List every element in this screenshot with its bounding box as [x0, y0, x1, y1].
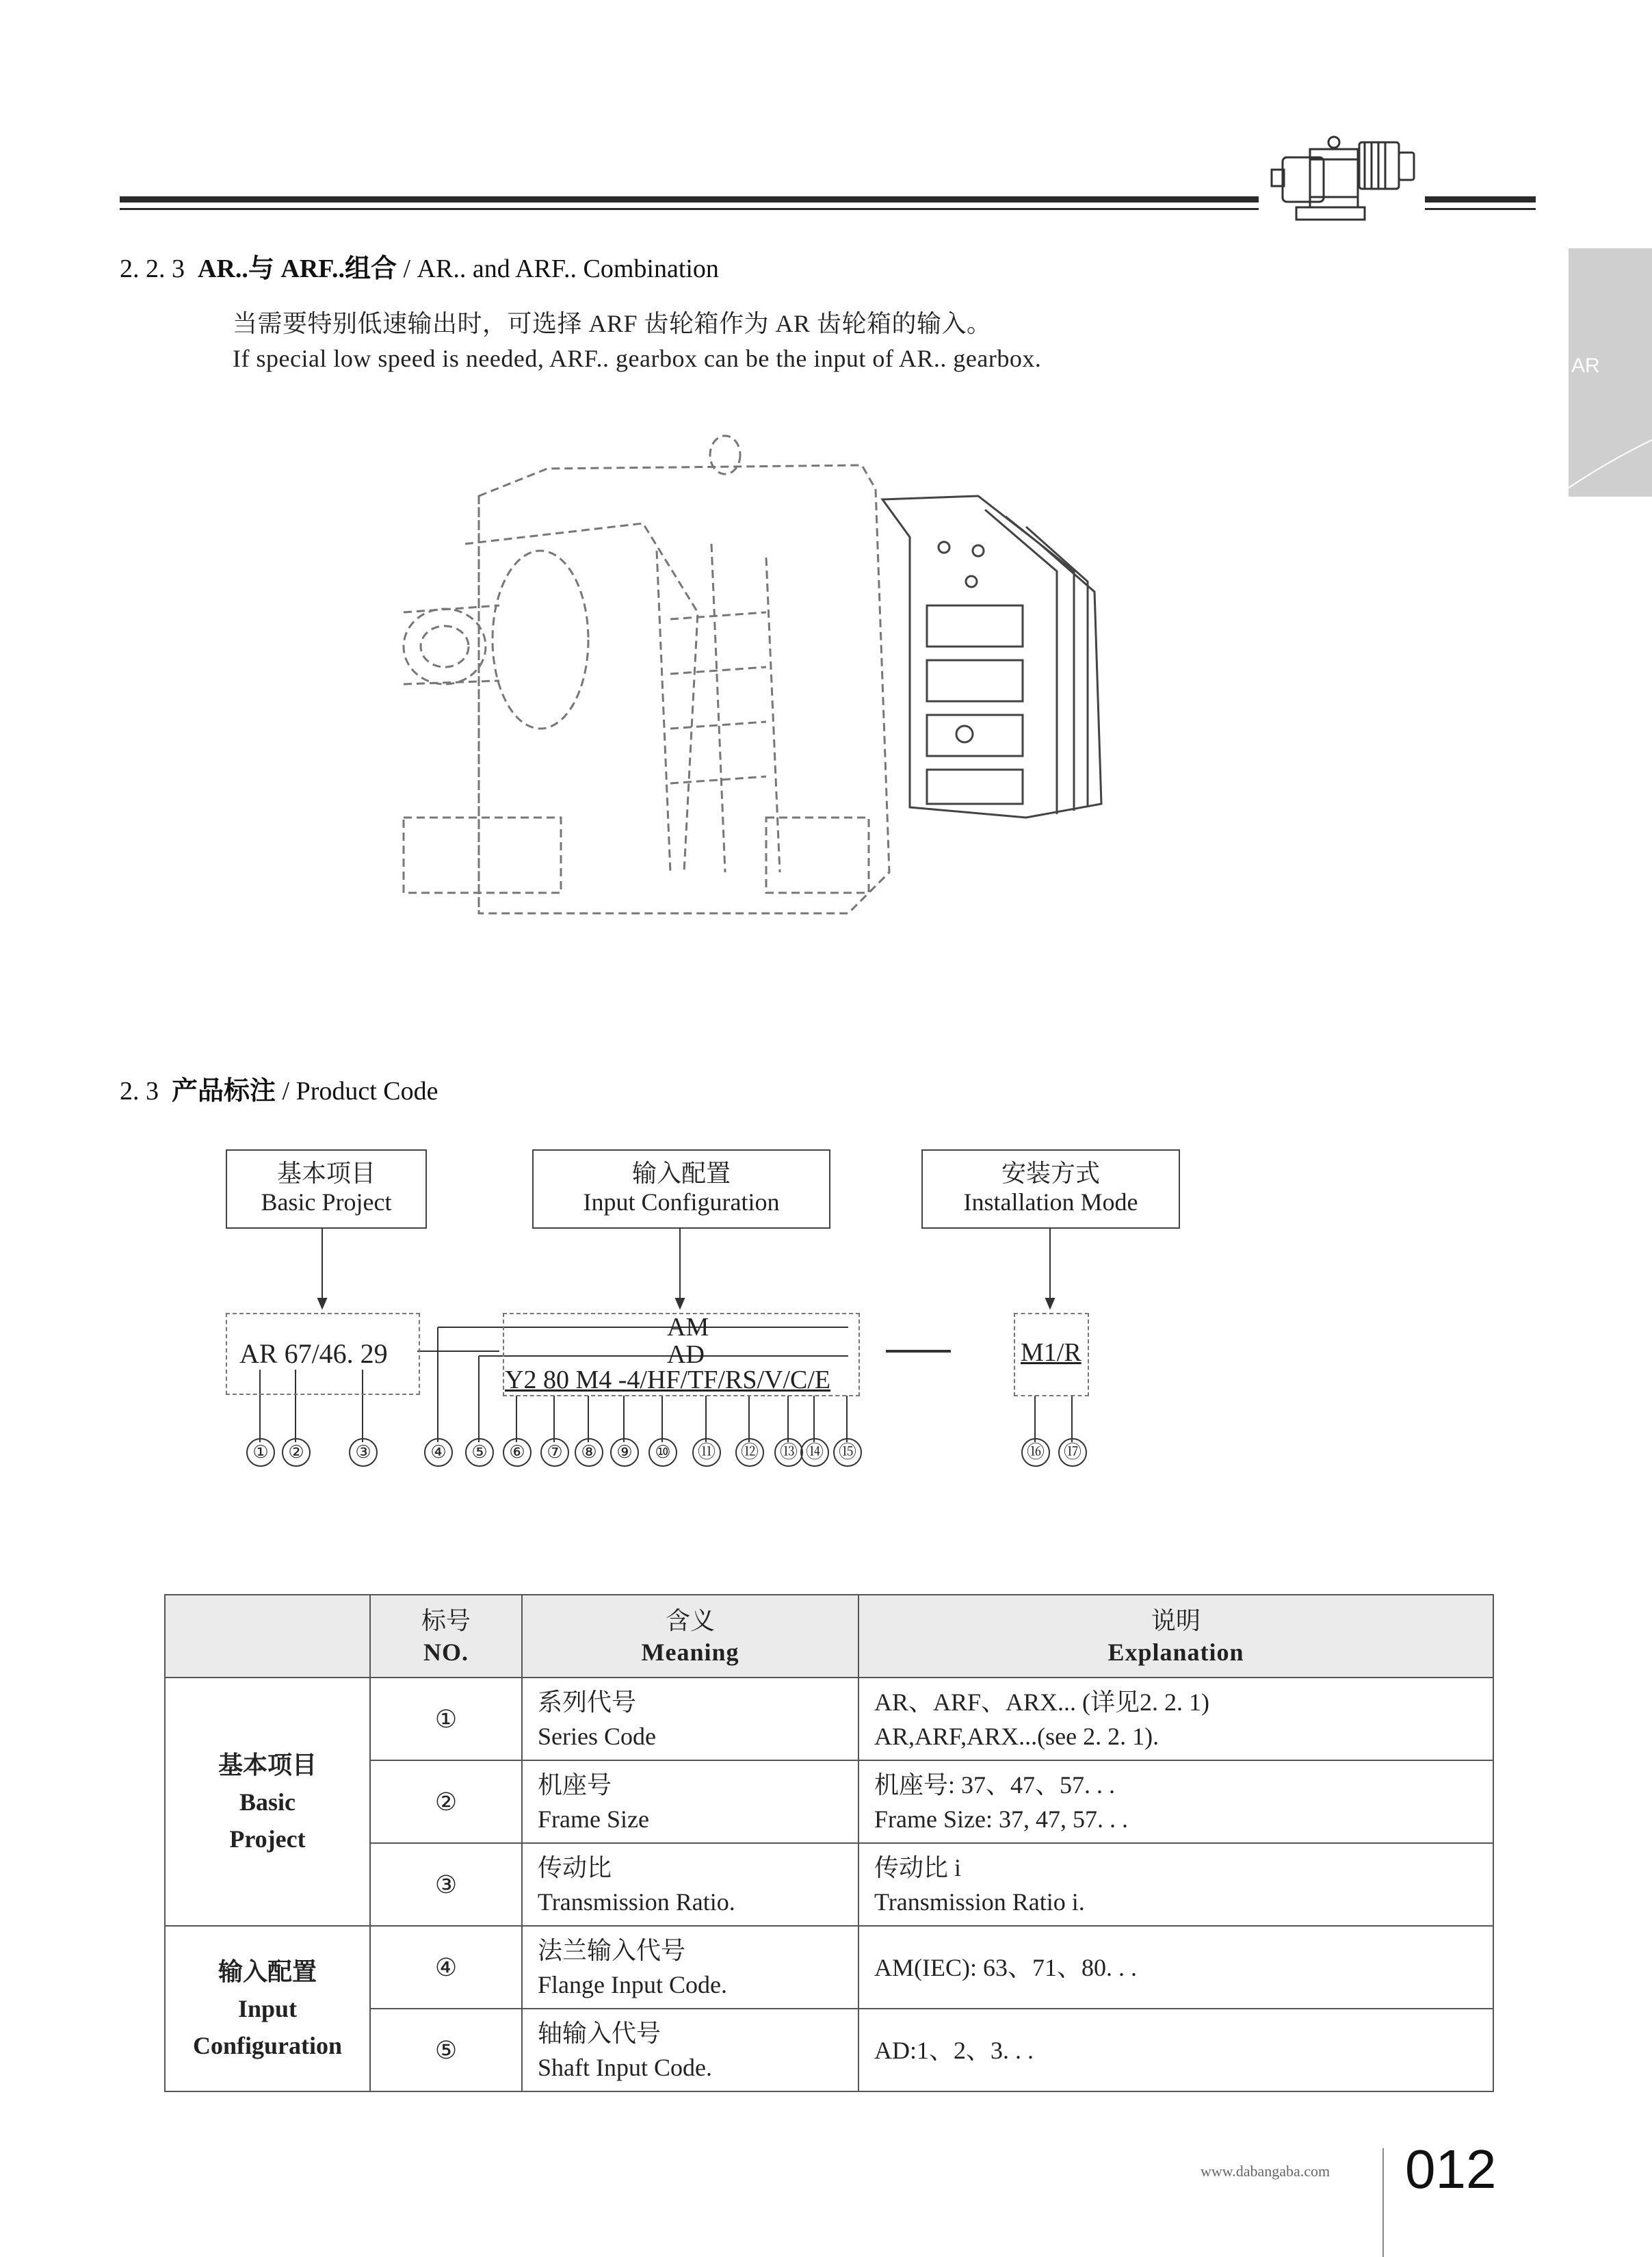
circled-number: ⑫	[735, 1438, 764, 1467]
meaning-zh: 法兰输入代号	[538, 1936, 686, 1964]
explanation-line: 机座号: 37、47、57. . .	[874, 1771, 1116, 1799]
explanation-line: Transmission Ratio i.	[874, 1888, 1085, 1916]
row-explanation	[858, 1926, 1493, 2009]
explanation-line: 传动比 i	[874, 1853, 962, 1881]
circled-number: ⑬	[774, 1438, 803, 1467]
product-code-table	[164, 1594, 1494, 2092]
circled-number: ②	[282, 1438, 311, 1467]
header-rule-thick	[120, 196, 1259, 203]
header-explanation-zh: 说明	[1151, 1606, 1201, 1634]
box-label-en: Basic Project	[261, 1188, 392, 1216]
meaning-en: Flange Input Code.	[538, 1970, 727, 1998]
row-explanation	[858, 1760, 1493, 1843]
header-rule-thin-right	[1425, 208, 1536, 210]
header-no	[370, 1595, 522, 1678]
category-en: Input	[237, 1995, 298, 2022]
row-explanation	[858, 1678, 1493, 1760]
category-zh: 基本项目	[218, 1751, 317, 1779]
category-en: Configuration	[192, 2032, 343, 2059]
header-meaning-zh: 含义	[665, 1606, 715, 1634]
circled-number: ⑪	[692, 1438, 721, 1467]
row-explanation	[858, 1843, 1493, 1926]
header-no-en: NO.	[423, 1638, 469, 1666]
explanation-line: AR、ARF、ARX... (详见2. 2. 1)	[874, 1688, 1210, 1716]
section-heading-23	[120, 1069, 438, 1107]
explanation-line: AR,ARF,ARX...(see 2. 2. 1).	[874, 1722, 1159, 1750]
header-explanation	[858, 1595, 1493, 1678]
row-number: ②	[370, 1760, 522, 1843]
circled-number: ⑮	[833, 1438, 862, 1467]
header-meaning	[522, 1595, 858, 1678]
row-explanation	[858, 2009, 1493, 2091]
meaning-zh: 机座号	[538, 1771, 612, 1799]
box-label-zh: 安装方式	[1001, 1160, 1100, 1187]
row-meaning	[522, 1760, 858, 1843]
row-number: ⑤	[370, 2009, 522, 2091]
header-rule-thin	[120, 208, 1259, 210]
side-tab-curve	[1569, 426, 1652, 495]
footer-divider	[1382, 2148, 1384, 2257]
row-number: ④	[370, 1926, 522, 2009]
row-meaning	[522, 2009, 858, 2091]
explanation-line: AM(IEC): 63、71、80. . .	[874, 1953, 1137, 1981]
ad-label: AD	[667, 1340, 705, 1369]
category-en: Project	[229, 1825, 306, 1853]
header-meaning-en: Meaning	[641, 1638, 739, 1666]
category-basic-project	[165, 1678, 370, 1926]
header-rule-thick-right	[1425, 196, 1536, 203]
explanation-line: Frame Size: 37, 47, 57. . .	[874, 1805, 1128, 1833]
circled-number: ⑧	[575, 1438, 603, 1467]
circled-number: ⑥	[503, 1438, 532, 1467]
section-number: 2. 3	[120, 1077, 159, 1106]
meaning-zh: 系列代号	[538, 1688, 637, 1716]
category-zh: 输入配置	[218, 1958, 317, 1985]
header-explanation-en: Explanation	[1107, 1638, 1244, 1666]
side-tab	[1569, 248, 1652, 497]
meaning-en: Frame Size	[538, 1805, 649, 1833]
section-number: 2. 2. 3	[120, 255, 185, 283]
row-number: ③	[370, 1843, 522, 1926]
gearmotor-logo-icon	[1269, 122, 1423, 231]
section-title-rest: / AR.. and ARF.. Combination	[397, 255, 719, 283]
section-title-bold: 产品标注	[172, 1077, 276, 1106]
row-meaning	[522, 1678, 858, 1760]
category-input-configuration	[165, 1926, 370, 2091]
circled-number: ⑭	[800, 1438, 829, 1467]
box-label-en: Input Configuration	[583, 1188, 780, 1216]
section-heading-223	[120, 247, 719, 285]
circled-number: ⑦	[540, 1438, 569, 1467]
header-empty	[165, 1595, 370, 1678]
input-code: Y2 80 M4 -4/HF/TF/RS/V/C/E	[505, 1366, 831, 1394]
meaning-en: Shaft Input Code.	[538, 2053, 712, 2081]
category-en: Basic	[239, 1788, 296, 1816]
row-number: ①	[370, 1678, 522, 1760]
installation-mode-box	[921, 1149, 1180, 1229]
circled-number: ④	[424, 1438, 453, 1467]
side-tab-label: AR	[1571, 354, 1600, 377]
row-meaning	[522, 1843, 858, 1926]
basic-code: AR 67/46. 29	[239, 1338, 388, 1369]
table-row	[165, 1678, 1493, 1760]
section-title-rest: / Product Code	[276, 1077, 438, 1106]
meaning-en: Series Code	[538, 1722, 656, 1750]
circled-number: ⑩	[648, 1438, 677, 1467]
basic-project-box	[226, 1149, 427, 1229]
explanation-line: AD:1、2、3. . .	[874, 2036, 1034, 2064]
table-header-row	[165, 1595, 1493, 1678]
meaning-zh: 轴输入代号	[538, 2019, 661, 2047]
circled-number: ①	[246, 1438, 275, 1467]
section-title-bold: AR..与 ARF..组合	[198, 255, 397, 283]
box-label-zh: 输入配置	[631, 1160, 731, 1187]
circled-number: ⑨	[610, 1438, 639, 1467]
intro-zh: 当需要特别低速输出时，可选择 ARF 齿轮箱作为 AR 齿轮箱的输入。	[233, 310, 992, 337]
header-no-zh: 标号	[421, 1606, 471, 1634]
footer-url: www.dabangaba.com	[1201, 2163, 1330, 2180]
am-label: AM	[667, 1313, 709, 1342]
box-label-zh: 基本项目	[276, 1160, 376, 1187]
page-number: 012	[1405, 2139, 1497, 2200]
box-label-en: Installation Mode	[963, 1188, 1138, 1216]
meaning-zh: 传动比	[538, 1853, 612, 1881]
mount-code: M1/R	[1021, 1338, 1081, 1367]
circled-number: ⑯	[1021, 1438, 1050, 1467]
input-configuration-box	[532, 1149, 830, 1229]
gearbox-illustration	[383, 434, 1136, 934]
circled-number: ③	[349, 1438, 378, 1467]
intro-en: If special low speed is needed, ARF.. gearbox can be the input of AR.. gearbox.	[233, 345, 1042, 372]
row-meaning	[522, 1926, 858, 2009]
circled-number: ⑰	[1058, 1438, 1087, 1467]
circled-number: ⑤	[465, 1438, 494, 1467]
table-row	[165, 1926, 1493, 2009]
meaning-en: Transmission Ratio.	[538, 1888, 735, 1916]
